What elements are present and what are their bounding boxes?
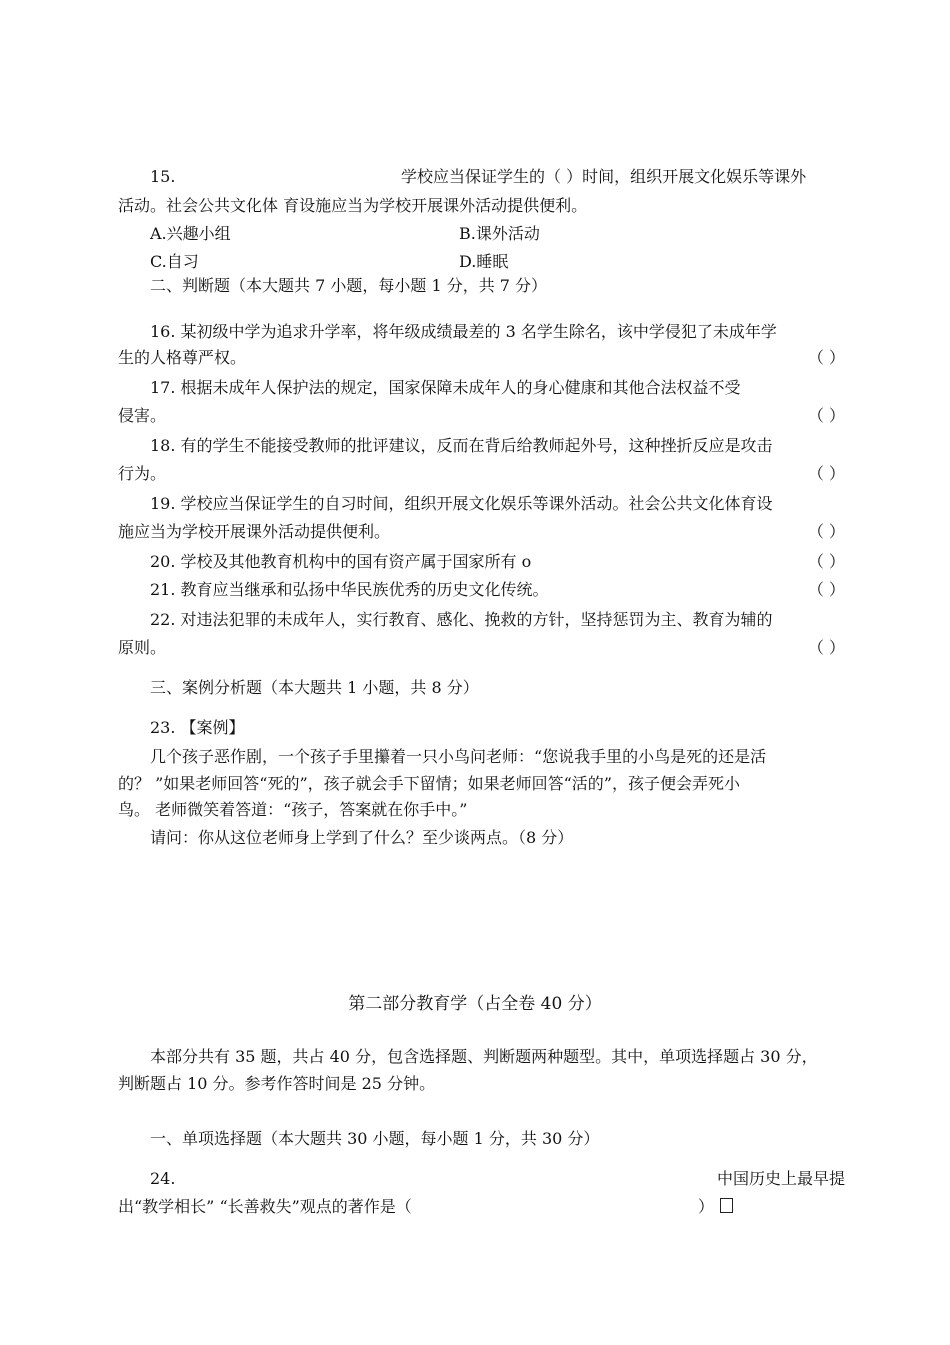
part2-intro-line1: 本部分共有 35 题，共占 40 分，包含选择题、判断题两种题型。其中，单项选择题占 30 分， — [150, 1047, 818, 1066]
q22-line1: 22. 对违法犯罪的未成年人，实行教育、感化、挽救的方针，坚持惩罚为主、教育为辅的 — [150, 610, 773, 629]
part2-intro-line2: 判断题占 10 分。参考作答时间是 25 分钟。 — [118, 1074, 436, 1093]
q15-option-b: B.课外活动 — [459, 224, 540, 243]
q24-paren-close: ） — [698, 1197, 715, 1216]
case-text-line1: 几个孩子恶作剧，一个孩子手里攥着一只小鸟问老师：“您说我手里的小鸟是死的还是活 — [150, 747, 767, 766]
q19-line2: 施应当为学校开展课外活动提供便利。 — [118, 522, 391, 541]
q24-answer-paren — [698, 1195, 733, 1219]
q21-answer-blank: （ ） — [807, 580, 845, 599]
q19-answer-blank: （ ） — [807, 522, 845, 541]
q16-answer-blank: （ ） — [807, 348, 845, 367]
q17-line2: 侵害。 — [118, 406, 167, 425]
q19-line1: 19. 学校应当保证学生的自习时间，组织开展文化娱乐等课外活动。社会公共文化体育设 — [150, 494, 773, 513]
q17-line1: 17. 根据未成年人保护法的规定，国家保障未成年人的身心健康和其他合法权益不受 — [150, 378, 741, 397]
section-title-case-analysis: 三、案例分析题（本大题共 1 小题，共 8 分） — [150, 678, 479, 697]
placeholder-box-icon — [720, 1198, 733, 1213]
q15-option-c: C.自习 — [150, 252, 199, 271]
q22-line2: 原则。 — [118, 638, 167, 657]
part2-title: 第二部分教育学（占全卷 40 分） — [348, 994, 602, 1014]
q22-answer-blank: （ ） — [807, 638, 845, 657]
case-question: 请问：你从这位老师身上学到了什么？至少谈两点。（8 分） — [150, 828, 574, 847]
q15-stem-line2: 活动。社会公共文化体 育设施应当为学校开展课外活动提供便利。 — [118, 196, 588, 215]
q24-number: 24. — [150, 1169, 176, 1188]
q18-answer-blank: （ ） — [807, 464, 845, 483]
q20-line1: 20. 学校及其他教育机构中的国有资产属于国家所有 o — [150, 552, 532, 571]
q16-line2: 生的人格尊严权。 — [118, 348, 247, 367]
q16-line1: 16. 某初级中学为追求升学率，将年级成绩最差的 3 名学生除名，该中学侵犯了未成年学 — [150, 322, 777, 341]
q21-line1: 21. 教育应当继承和弘扬中华民族优秀的历史文化传统。 — [150, 580, 549, 599]
q15-number: 15. — [150, 167, 176, 186]
q15-stem-line1: 学校应当保证学生的（ ）时间，组织开展文化娱乐等课外 — [401, 167, 807, 186]
q18-line1: 18. 有的学生不能接受教师的批评建议，反而在背后给教师起外号，这种挫折反应是攻击 — [150, 436, 773, 455]
q24-stem-line2: 出“教学相长” “长善救失”观点的著作是（ — [118, 1197, 412, 1216]
q24-stem-line1: 中国历史上最早提 — [716, 1169, 845, 1188]
section-title-true-false: 二、判断题（本大题共 7 小题，每小题 1 分，共 7 分） — [150, 276, 548, 295]
case-label: 23. 【案例】 — [150, 718, 245, 737]
q15-option-a: A.兴趣小组 — [150, 224, 231, 243]
case-text-line3: 鸟。 老师微笑着答道：“孩子，答案就在你手中。” — [118, 800, 468, 819]
q17-answer-blank: （ ） — [807, 406, 845, 425]
q20-answer-blank: （ ） — [807, 552, 845, 571]
section-title-single-choice: 一、单项选择题（本大题共 30 小题，每小题 1 分，共 30 分） — [150, 1129, 600, 1148]
q15-option-d: D.睡眠 — [459, 252, 509, 271]
case-text-line2: 的？ ”如果老师回答“死的”，孩子就会手下留情；如果老师回答“活的”，孩子便会弄死小 — [118, 774, 740, 793]
q18-line2: 行为。 — [118, 464, 167, 483]
